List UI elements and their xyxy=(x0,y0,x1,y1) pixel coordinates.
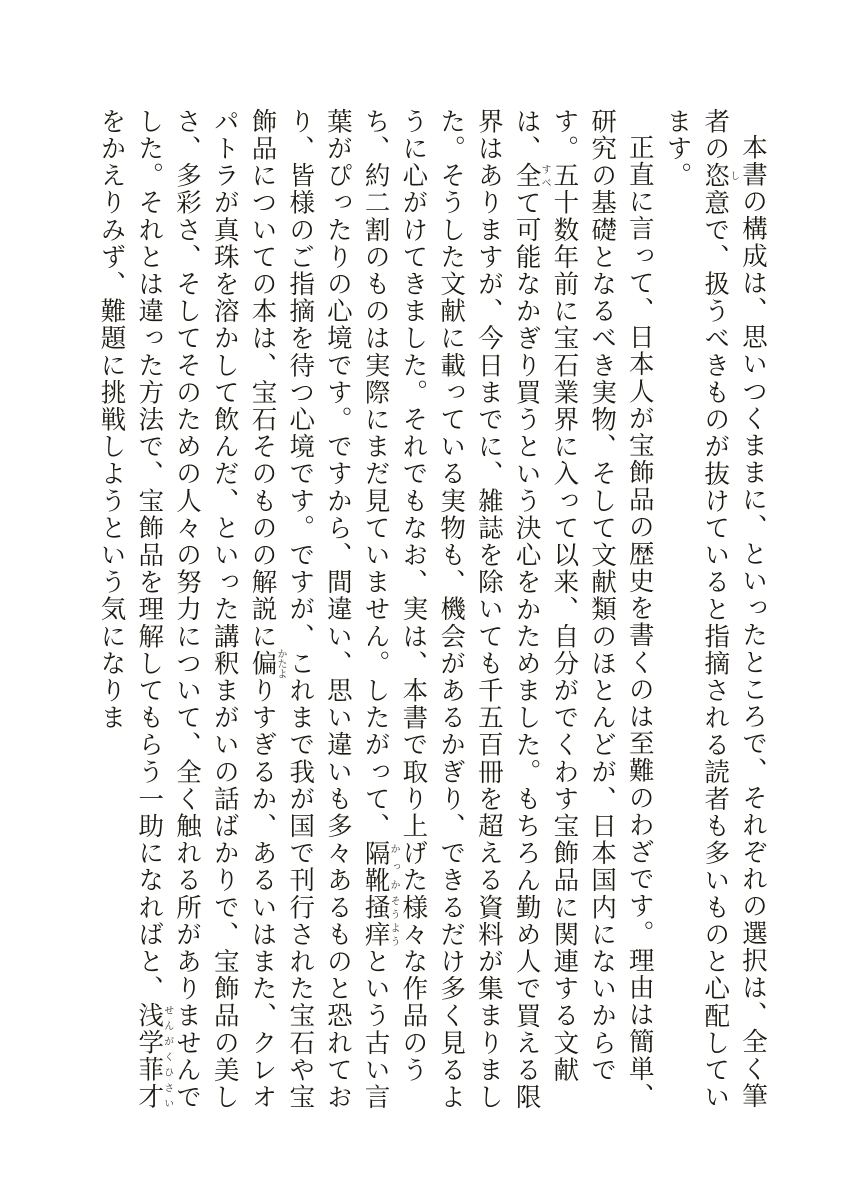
ruby-base: 浅学菲才 xyxy=(134,1002,165,1111)
furigana: すべ xyxy=(539,162,551,190)
ruby-annotation xyxy=(134,1002,173,1111)
ruby-annotation xyxy=(700,162,739,190)
furigana: そうよう xyxy=(388,893,400,949)
text-run: 本書の構成は、思いつくままに、といったところで、それぞれの選択は、全く筆者の xyxy=(700,108,768,1110)
ruby-base: 掻痒 xyxy=(360,893,391,949)
ruby-base: 偏 xyxy=(247,648,278,679)
text-run: 正直に言って、日本人が宝飾品の歴史を書くのは至難のわざです。理由は簡単、研究の基礎となるべき実物、そして文献類のほとんどが、日本国内にないからです。五十数年前に宝石業界に入って以来、自分がでくわす宝飾品に関連する文献は、 xyxy=(511,108,655,1110)
paragraph xyxy=(658,108,771,1128)
ruby-base: 全 xyxy=(511,162,542,190)
ruby-base: 恣 xyxy=(700,162,731,190)
vertical-text-body xyxy=(71,108,771,1128)
ruby-annotation xyxy=(360,893,400,949)
furigana: かっか xyxy=(388,839,400,894)
ruby-annotation xyxy=(360,839,400,894)
text-run: 意で、扱うべきものが抜けていると指摘される読者も多いものと心配しています。 xyxy=(662,108,731,1111)
text-run: をかえりみず、難題に挑戦しようという気になりま xyxy=(96,108,127,732)
text-run: りすぎるか、あるいはまた、クレオパトラが真珠を溶かして飲んだ、といった講釈まがいの話ばかりで、宝飾品の美しさ、多彩さ、そしてそのための人々の努力について、全く触れる所がありませんでした。それとは違った方法で、宝飾品を理解してもらう一助になればと、 xyxy=(134,108,278,1111)
ruby-annotation xyxy=(511,162,551,190)
furigana: し xyxy=(727,162,739,190)
ruby-base: 隔靴 xyxy=(360,839,391,894)
ruby-annotation xyxy=(247,648,286,679)
text-run: て可能なかぎり買うという決心をかためました。もちろん勤め人で買える限界はありますが、今日までに、雑誌を除いても千五百冊を超える資料が集まりました。そうした文献に載っている実物も、機会があるかぎり、できるだけ多く見るように心がけてきました。それでもなお、実は、本書で取り上げた様々な作品のうち、約二割のものは実際にまだ見ていません。したがって、 xyxy=(360,108,542,1111)
paragraph xyxy=(92,108,658,1128)
furigana: かたよ xyxy=(274,648,286,679)
furigana: せんがくひさい xyxy=(161,1002,173,1111)
text-run: という古い言葉がぴったりの心境です。ですから、間違い、思い違いも多々あるものと恐れており、皆様のご指摘を待つ心境です。ですが、これまで我が国で刊行された宝石や宝飾品についての本は、宝石そのものの解説に xyxy=(247,108,391,1111)
